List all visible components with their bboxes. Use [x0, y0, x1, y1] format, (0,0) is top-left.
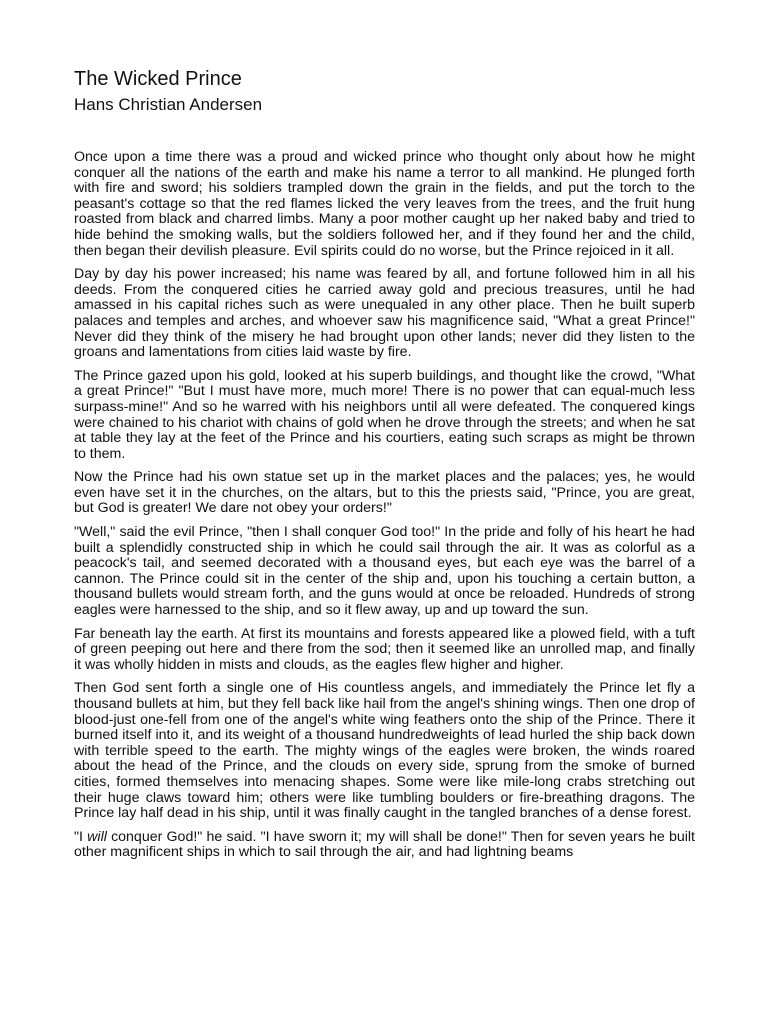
document-page	[74, 66, 695, 869]
paragraph-8-start: "I	[74, 828, 88, 845]
paragraph-8	[74, 830, 695, 861]
paragraph-8-emphasis: will	[87, 828, 107, 845]
paragraph-6: Far beneath lay the earth. At first its mountains and forests appeared like a plowed field, with a tuft of green peeping out here and there from the sod; then it seemed like an unrolled map, and finally it was wholly hidden in mists and clouds, as the eagles flew higher and higher.	[74, 625, 695, 673]
document-author: Hans Christian Andersen	[74, 95, 263, 114]
paragraph-7: Then God sent forth a single one of His countless angels, and immediately the Prince let fly a thousand bullets at him, but they fell back like hail from the angel's shining wings. Then one drop of blood-just one-fell from one of the angel's white wing feathers onto the ship of the Prince. There it burned itself into it, and its weight of a thousand hundredweights of lead hurled the ship back down with terrible speed to the earth. The mighty wings of the eagles were broken, the winds roared about the head of the Prince, and the clouds on every side, sprung from the smoke of burned cities, formed themselves into menacing shapes. Some were like mile-long crabs stretching out their huge claws toward him; others were like tumbling boulders or fire-breathing dragons. The Prince lay half dead in his ship, until it was finally caught in the tangled branches of a dense forest.	[74, 680, 695, 822]
paragraph-1: Once upon a time there was a proud and wicked prince who thought only about how he might conquer all the nations of the earth and make his name a terror to all mankind. He plunged forth with fire and sword; his soldiers trampled down the grain in the fields, and put the torch to the peasant's cottage so that the red flames licked the very leaves from the trees, and the fruit hung roasted from black and charred limbs. Many a poor mother caught up her naked baby and tried to hide behind the smoking walls, but the soldiers followed her, and if they found her and the child, then began their devilish pleasure. Evil spirits could do no worse, but the Prince rejoiced in it all.	[74, 149, 695, 259]
paragraph-4: Now the Prince had his own statue set up in the market places and the palaces; yes, he would even have set it in the churches, on the altars, but to this the priests said, "Prince, you are great, but God is greater! We dare not obey your orders!"	[74, 469, 695, 517]
paragraph-3: The Prince gazed upon his gold, looked at his superb buildings, and thought like the crowd, "What a great Prince!" "But I must have more, much more! There is no power that can equal-much less surpass-mine!" And so he warred with his neighbors until all were defeated. The conquered kings were chained to his chariot with chains of gold when he drove through the streets; and when he sat at table they lay at the feet of the Prince and his courtiers, eating such scraps as might be thrown to them.	[74, 367, 695, 462]
paragraph-2: Day by day his power increased; his name was feared by all, and fortune followed him in all his deeds. From the conquered cities he carried away gold and precious treasures, until he had amassed in his capital riches such as were unequaled in any other place. Then he built superb palaces and temples and arches, and whoever saw his magnificence said, "What a great Prince!" Never did they think of the misery he had brought upon other lands; never did they listen to the groans and lamentations from cities laid waste by fire.	[74, 266, 695, 361]
paragraph-5: "Well," said the evil Prince, "then I shall conquer God too!" In the pride and folly of his heart he had built a splendidly constructed ship in which he could sail through the air. It was as colorful as a peacock's tail, and seemed decorated with a thousand eyes, but each eye was the barrel of a cannon. The Prince could sit in the center of the ship and, upon his touching a certain button, a thousand bullets would stream forth, and the guns would at once be reloaded. Hundreds of strong eagles were harnessed to the ship, and so it flew away, up and up toward the sun.	[74, 524, 695, 619]
document-title: The Wicked Prince	[74, 68, 242, 90]
document-body	[74, 150, 695, 861]
paragraph-8-rest: conquer God!" he said. "I have sworn it; my will shall be done!" Then for seven years he built other magnificent ships in which to sail through the air, and had lightning beams	[74, 828, 695, 861]
